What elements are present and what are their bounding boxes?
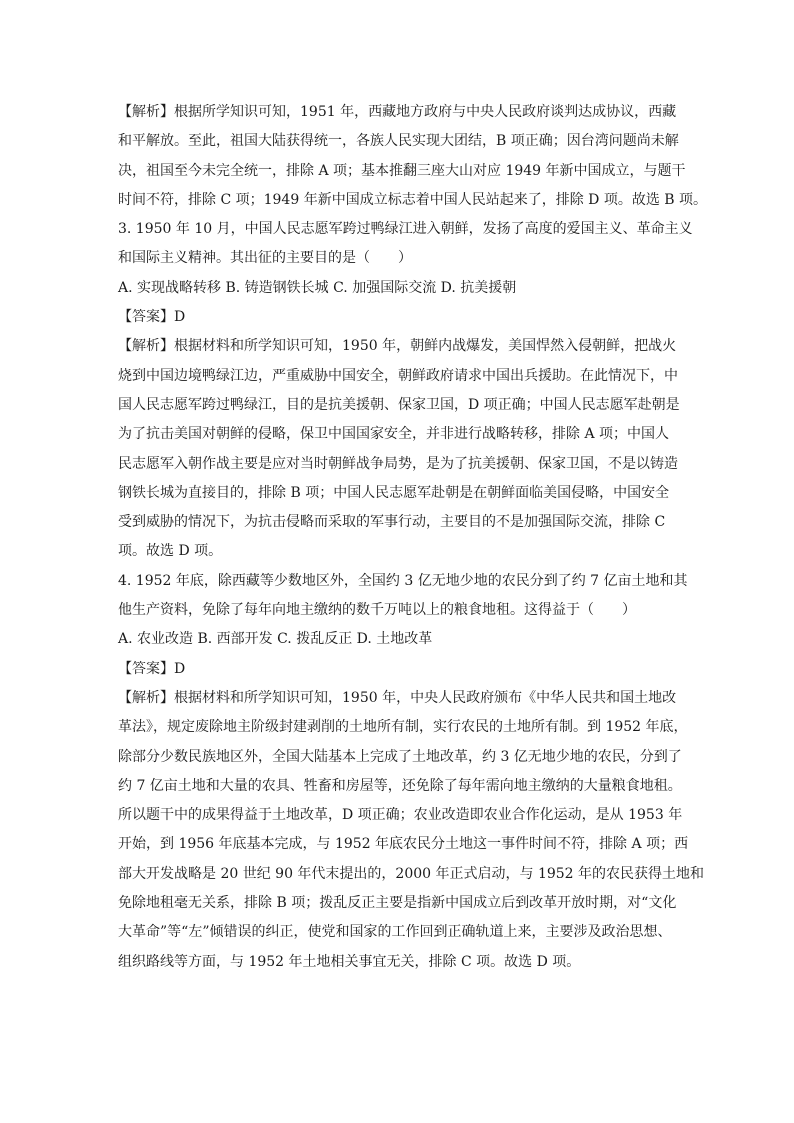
- question-4-options: A. 农业改造 B. 西部开发 C. 拨乱反正 D. 土地改革: [118, 631, 433, 648]
- analysis-text-line: 组织路线等方面，与 1952 年土地相关事宜无关，排除 C 项。故选 D 项。: [118, 953, 581, 970]
- analysis-text-line: 决，祖国至今未完全统一，排除 A 项；基本推翻三座大山对应 1949 年新中国成立，与题干: [118, 162, 686, 179]
- question-3-stem-line: 3. 1950 年 10 月，中国人民志愿军跨过鸭绿江进入朝鲜，发扬了高度的爱国主义、革命主义: [118, 221, 693, 238]
- question-4-stem-line: 4. 1952 年底，除西藏等少数地区外，全国约 3 亿无地少地的农民分到了约 7 亿亩土地和其: [118, 572, 688, 589]
- analysis-text-line: 部大开发战略是 20 世纪 90 年代末提出的，2000 年正式启动，与 1952 年的农民获得土地和: [118, 865, 705, 882]
- analysis-text-line: 【解析】根据所学知识可知，1951 年，西藏地方政府与中央人民政府谈判达成协议，西藏: [118, 104, 677, 120]
- document-body: [118, 98, 708, 977]
- analysis-text-line: 时间不符，排除 C 项；1949 年新中国成立标志着中国人民站起来了，排除 D 项。故选 B 项。: [118, 191, 708, 208]
- analysis-text-line: 约 7 亿亩土地和大量的农具、牲畜和房屋等，还免除了每年需向地主缴纳的大量粮食地租。: [118, 777, 682, 794]
- question-4-answer: 【答案】D: [118, 660, 186, 677]
- analysis-text-line: 受到威胁的情况下，为抗击侵略而采取的军事行动，主要目的不是加强国际交流，排除 C: [118, 514, 666, 531]
- question-3-options: A. 实现战略转移 B. 铸造钢铁长城 C. 加强国际交流 D. 抗美援朝: [118, 279, 517, 296]
- analysis-text-line: 国人民志愿军跨过鸭绿江，目的是抗美援朝、保家卫国，D 项正确；中国人民志愿军赴朝是: [118, 396, 680, 413]
- analysis-text-line: 【解析】根据材料和所学知识可知，1950 年，朝鲜内战爆发，美国悍然入侵朝鲜，把战火: [118, 338, 677, 355]
- analysis-text-line: 革法》，规定废除地主阶级封建剥削的土地所有制，实行农民的土地所有制。到 1952 年底，: [118, 719, 688, 736]
- question-4-stem-line: 他生产资料，免除了每年向地主缴纳的数千万吨以上的粮食地租。这得益于（ ）: [118, 602, 636, 619]
- analysis-text-line: 钢铁长城为直接目的，排除 B 项；中国人民志愿军赴朝是在朝鲜面临美国侵略，中国安全: [118, 484, 670, 501]
- question-3-answer: 【答案】D: [118, 309, 186, 326]
- analysis-text-line: 除部分少数民族地区外，全国大陆基本上完成了土地改革，约 3 亿无地少地的农民，分到了: [118, 748, 682, 765]
- analysis-text-line: 烧到中国边境鸭绿江边，严重威胁中国安全，朝鲜政府请求中国出兵援助。在此情况下，中: [118, 367, 678, 384]
- analysis-text-line: 为了抗击美国对朝鲜的侵略，保卫中国国家安全，并非进行战略转移，排除 A 项；中国人: [118, 426, 670, 443]
- analysis-text-line: 大革命”等“左”倾错误的纠正，使党和国家的工作回到正确轨道上来，主要涉及政治思想、: [118, 924, 672, 941]
- analysis-text-line: 和平解放。至此，祖国大陆获得统一，各族人民实现大团结，B 项正确；因台湾问题尚未解: [118, 133, 679, 150]
- analysis-text-line: 【解析】根据材料和所学知识可知，1950 年，中央人民政府颁布《中华人民共和国土地改: [118, 689, 677, 706]
- analysis-text-line: 免除地租毫无关系，排除 B 项；拨乱反正主要是指新中国成立后到改革开放时期，对“文化: [118, 895, 677, 912]
- analysis-text-line: 开始，到 1956 年底基本完成，与 1952 年底农民分土地这一事件时间不符，排除 A 项；西: [118, 836, 689, 853]
- analysis-text-line: 项。故选 D 项。: [118, 543, 223, 560]
- analysis-text-line: 民志愿军入朝作战主要是应对当时朝鲜战争局势，是为了抗美援朝、保家卫国，不是以铸造: [118, 455, 678, 472]
- question-3-stem-line: 和国际主义精神。其出征的主要目的是（ ）: [118, 250, 412, 267]
- analysis-text-line: 所以题干中的成果得益于土地改革，D 项正确；农业改造即农业合作化运动，是从 1953 年: [118, 807, 683, 824]
